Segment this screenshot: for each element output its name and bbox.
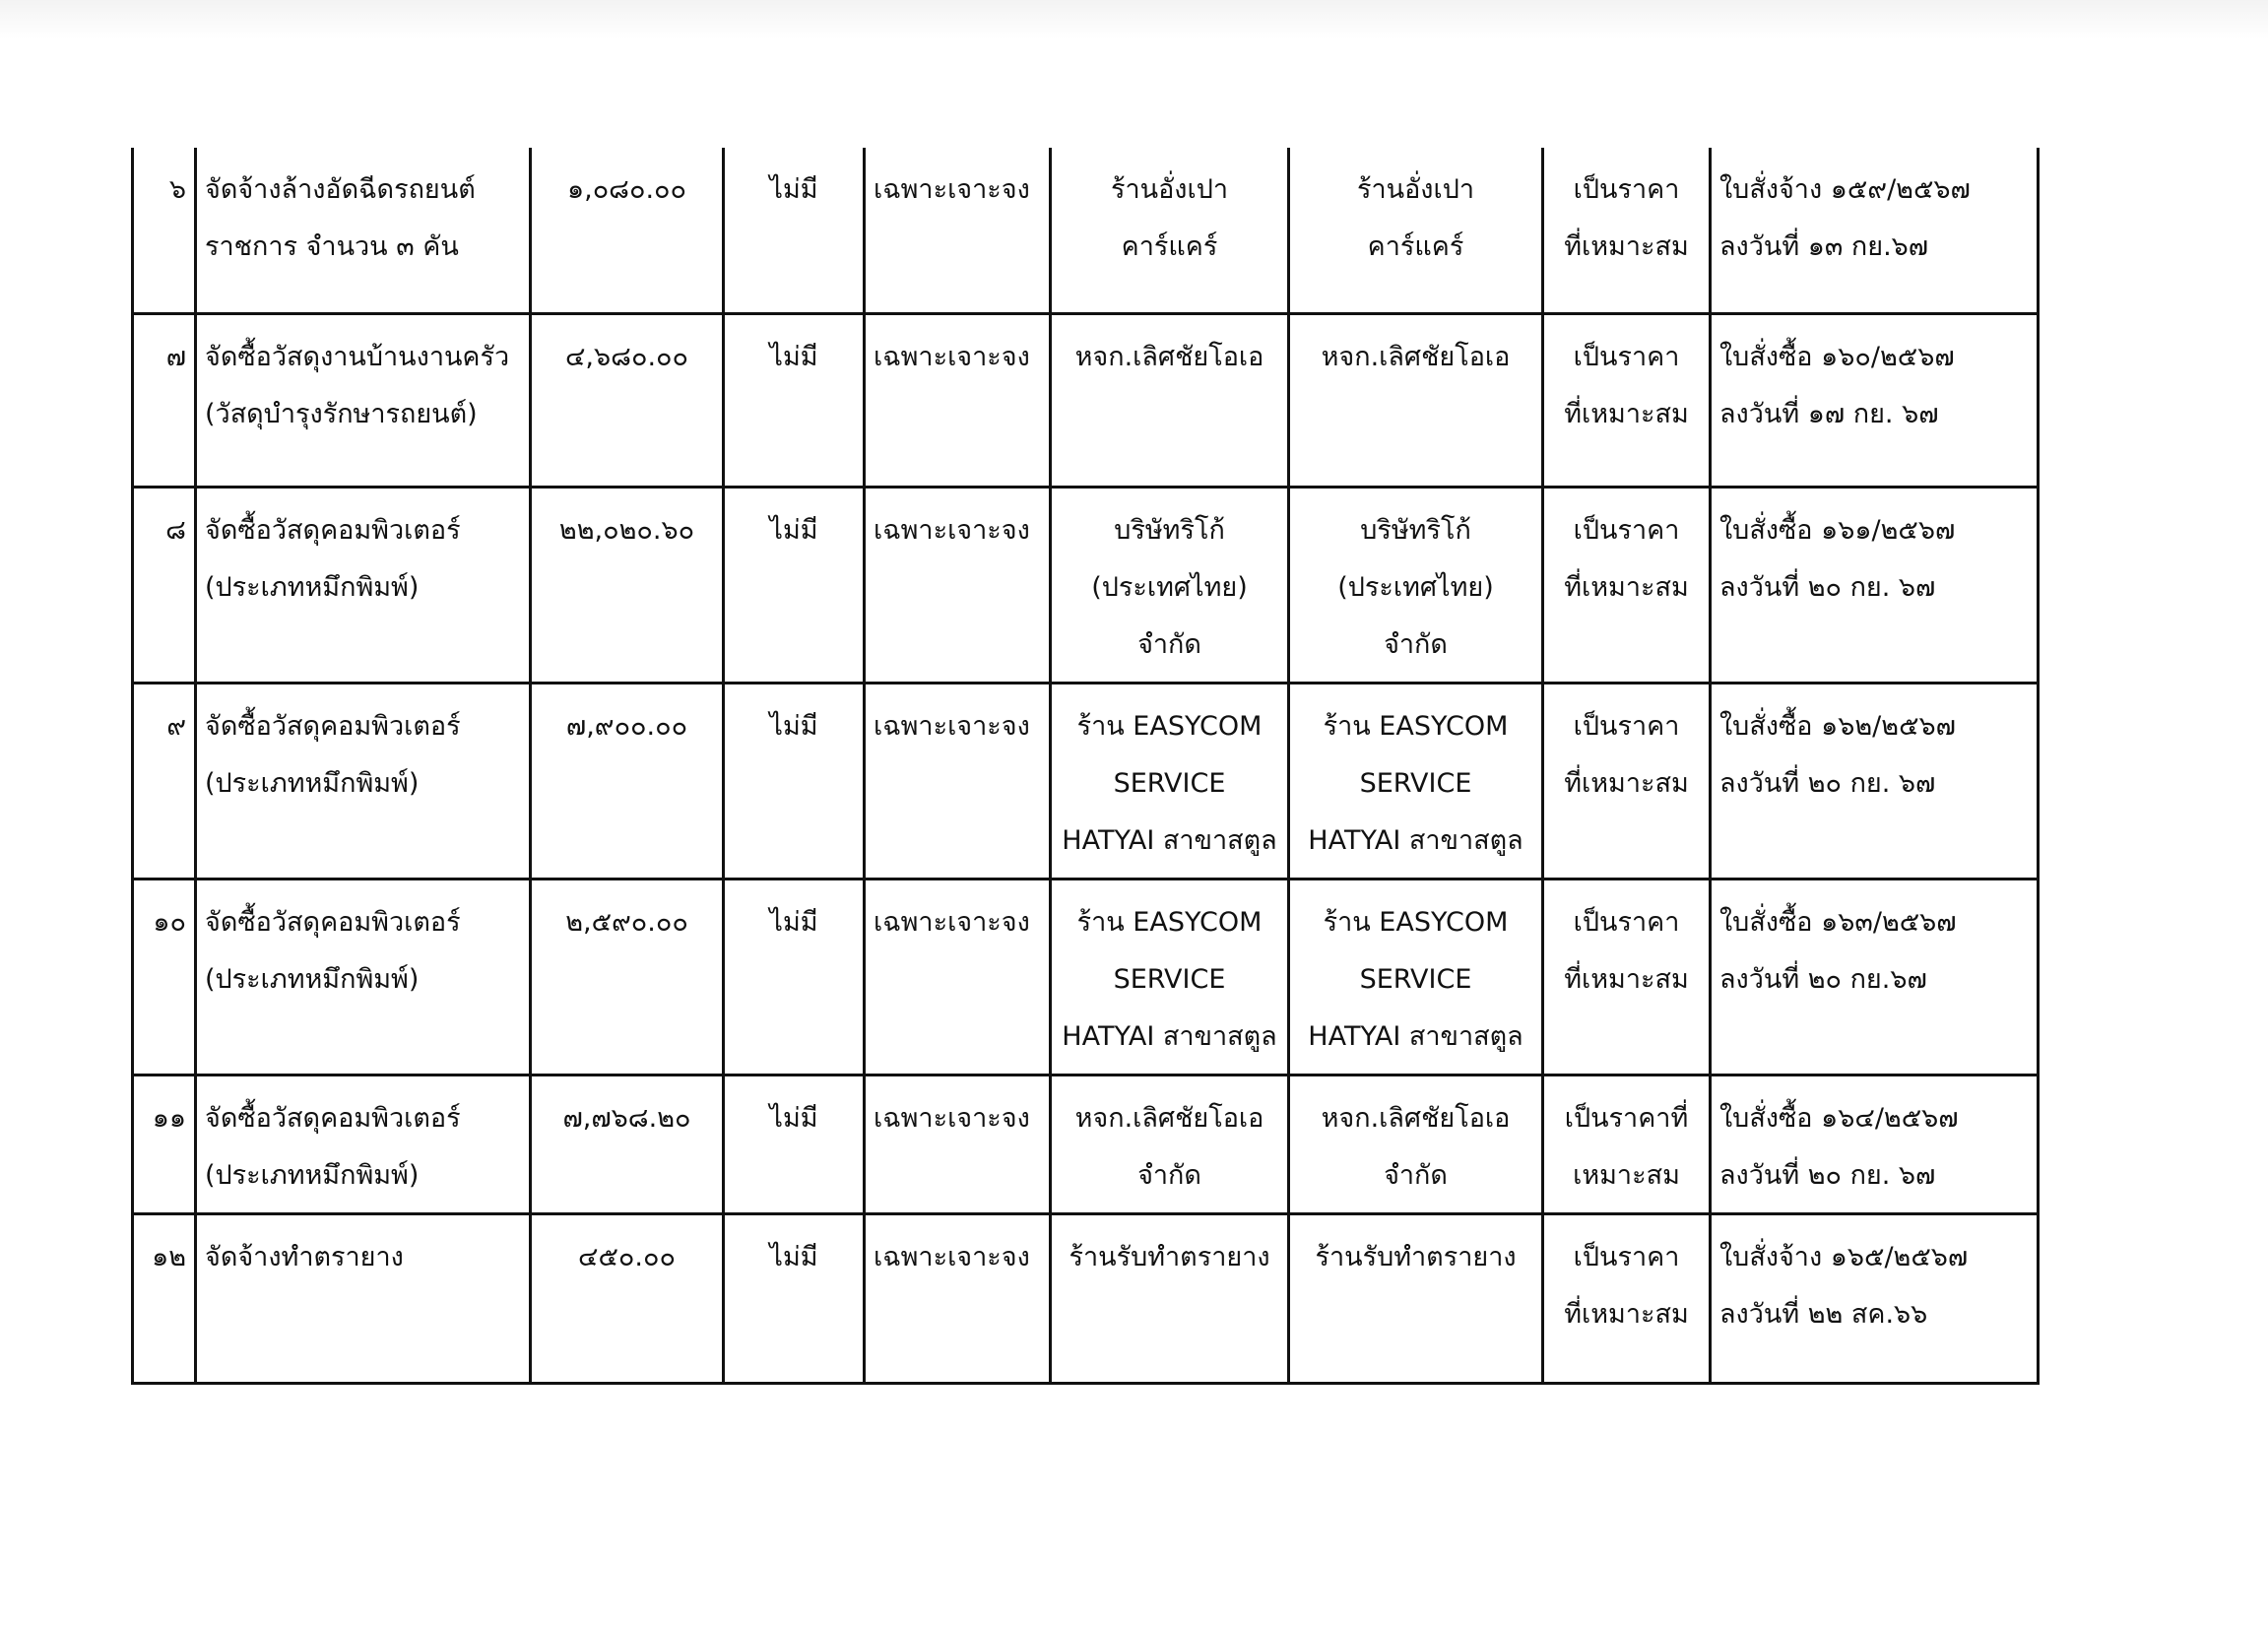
cell-reference-line: ใบสั่งจ้าง ๑๕๙/๒๕๖๗ xyxy=(1719,174,1971,205)
cell-median-price: ไม่มี xyxy=(724,313,865,487)
cell-bidders-line: ร้านรับทำตรายาง xyxy=(1069,1241,1270,1272)
cell-bidders-line: หจก.เลิศชัยโอเอ xyxy=(1074,341,1264,372)
cell-bidders xyxy=(1051,148,1289,313)
cell-item xyxy=(196,1213,531,1383)
cell-item-line: ราชการ จำนวน ๓ คัน xyxy=(205,231,459,262)
cell-method: เฉพาะเจาะจง xyxy=(865,879,1051,1075)
cell-winner-line: ร้านรับทำตรายาง xyxy=(1315,1241,1517,1272)
cell-winner-line: ร้าน EASYCOM xyxy=(1323,906,1509,938)
cell-bidders-line: จำกัด xyxy=(1137,1159,1201,1191)
cell-number: ๖ xyxy=(133,148,196,313)
table-row xyxy=(133,1075,2039,1213)
procurement-table xyxy=(131,148,2040,1385)
cell-winner-line: จำกัด xyxy=(1384,628,1448,660)
cell-reason xyxy=(1543,683,1711,879)
cell-reason-line: ที่เหมาะสม xyxy=(1564,231,1689,262)
table-row xyxy=(133,148,2039,313)
cell-winner xyxy=(1289,313,1543,487)
table-row xyxy=(133,1213,2039,1383)
cell-reason-line: เป็นราคาที่ xyxy=(1564,1102,1689,1134)
cell-reason-line: เป็นราคา xyxy=(1573,341,1680,372)
cell-winner-line: คาร์แคร์ xyxy=(1367,231,1464,262)
cell-reference xyxy=(1711,487,2039,683)
cell-bidders-line: ร้านอั่งเปา xyxy=(1110,174,1229,205)
cell-bidders-line: SERVICE xyxy=(1113,963,1226,995)
cell-reference xyxy=(1711,1213,2039,1383)
cell-reference-line: ใบสั่งซื้อ ๑๖๓/๒๕๖๗ xyxy=(1719,906,1957,938)
cell-bidders-line: ร้าน EASYCOM xyxy=(1076,710,1263,742)
cell-bidders-line: บริษัทริโก้ xyxy=(1114,514,1225,546)
cell-bidders xyxy=(1051,879,1289,1075)
table-row xyxy=(133,683,2039,879)
cell-bidders-line: ร้าน EASYCOM xyxy=(1076,906,1263,938)
cell-item xyxy=(196,879,531,1075)
table-body xyxy=(133,148,2039,1383)
cell-median-price: ไม่มี xyxy=(724,683,865,879)
cell-bidders-line: HATYAI สาขาสตูล xyxy=(1062,824,1277,856)
cell-item-line: (ประเภทหมึกพิมพ์) xyxy=(205,571,420,603)
cell-bidders-line: จำกัด xyxy=(1137,628,1201,660)
cell-winner xyxy=(1289,148,1543,313)
cell-budget: ๗,๙๐๐.๐๐ xyxy=(531,683,724,879)
cell-reason-line: เป็นราคา xyxy=(1573,1241,1680,1272)
cell-reason-line: เป็นราคา xyxy=(1573,906,1680,938)
cell-method: เฉพาะเจาะจง xyxy=(865,683,1051,879)
cell-winner xyxy=(1289,1213,1543,1383)
cell-reference-line: ลงวันที่ ๒๒ สค.๖๖ xyxy=(1719,1298,1928,1330)
cell-bidders-line: SERVICE xyxy=(1113,767,1226,799)
cell-reason-line: ที่เหมาะสม xyxy=(1564,571,1689,603)
cell-winner-line: หจก.เลิศชัยโอเอ xyxy=(1321,1102,1511,1134)
cell-reason xyxy=(1543,148,1711,313)
cell-item xyxy=(196,1075,531,1213)
cell-median-price: ไม่มี xyxy=(724,1213,865,1383)
cell-budget: ๔,๖๘๐.๐๐ xyxy=(531,313,724,487)
cell-reason-line: เป็นราคา xyxy=(1573,514,1680,546)
cell-item xyxy=(196,313,531,487)
cell-item xyxy=(196,487,531,683)
cell-winner xyxy=(1289,1075,1543,1213)
cell-bidders xyxy=(1051,683,1289,879)
cell-reason xyxy=(1543,879,1711,1075)
table-row xyxy=(133,879,2039,1075)
cell-winner-line: SERVICE xyxy=(1359,767,1472,799)
cell-reason-line: ที่เหมาะสม xyxy=(1564,963,1689,995)
cell-median-price: ไม่มี xyxy=(724,1075,865,1213)
cell-bidders xyxy=(1051,1075,1289,1213)
cell-winner xyxy=(1289,879,1543,1075)
cell-reference-line: ลงวันที่ ๑๗ กย. ๖๗ xyxy=(1719,398,1939,429)
cell-budget: ๔๕๐.๐๐ xyxy=(531,1213,724,1383)
cell-bidders-line: คาร์แคร์ xyxy=(1121,231,1218,262)
cell-reason-line: เป็นราคา xyxy=(1573,710,1680,742)
cell-reference-line: ลงวันที่ ๒๐ กย. ๖๗ xyxy=(1719,1159,1936,1191)
cell-winner-line: HATYAI สาขาสตูล xyxy=(1308,824,1523,856)
cell-reason-line: ที่เหมาะสม xyxy=(1564,398,1689,429)
cell-item-line: (ประเภทหมึกพิมพ์) xyxy=(205,1159,420,1191)
cell-item-line: จัดซื้อวัสดุคอมพิวเตอร์ xyxy=(205,906,461,938)
cell-reference-line: ลงวันที่ ๑๓ กย.๖๗ xyxy=(1719,231,1929,262)
cell-method: เฉพาะเจาะจง xyxy=(865,1213,1051,1383)
cell-budget: ๗,๗๖๘.๒๐ xyxy=(531,1075,724,1213)
cell-reason-line: เป็นราคา xyxy=(1573,174,1680,205)
cell-reason-line: ที่เหมาะสม xyxy=(1564,1298,1689,1330)
cell-median-price: ไม่มี xyxy=(724,487,865,683)
cell-reference-line: ใบสั่งซื้อ ๑๖๐/๒๕๖๗ xyxy=(1719,341,1955,372)
cell-reference-line: ใบสั่งซื้อ ๑๖๑/๒๕๖๗ xyxy=(1719,514,1956,546)
cell-winner-line: (ประเทศไทย) xyxy=(1337,571,1494,603)
cell-reference-line: ใบสั่งซื้อ ๑๖๔/๒๕๖๗ xyxy=(1719,1102,1959,1134)
cell-winner-line: ร้านอั่งเปา xyxy=(1356,174,1475,205)
cell-bidders xyxy=(1051,313,1289,487)
cell-bidders xyxy=(1051,487,1289,683)
cell-budget: ๒๒,๐๒๐.๖๐ xyxy=(531,487,724,683)
cell-reference xyxy=(1711,313,2039,487)
cell-winner-line: HATYAI สาขาสตูล xyxy=(1308,1020,1523,1052)
cell-number: ๑๐ xyxy=(133,879,196,1075)
cell-budget: ๒,๕๙๐.๐๐ xyxy=(531,879,724,1075)
cell-item-line: จัดซื้อวัสดุคอมพิวเตอร์ xyxy=(205,514,461,546)
table-row xyxy=(133,487,2039,683)
cell-item-line: จัดซื้อวัสดุคอมพิวเตอร์ xyxy=(205,1102,461,1134)
cell-reference-line: ใบสั่งจ้าง ๑๖๕/๒๕๖๗ xyxy=(1719,1241,1969,1272)
cell-reason xyxy=(1543,487,1711,683)
cell-winner-line: ร้าน EASYCOM xyxy=(1323,710,1509,742)
cell-bidders-line: หจก.เลิศชัยโอเอ xyxy=(1074,1102,1264,1134)
cell-reason xyxy=(1543,313,1711,487)
cell-bidders xyxy=(1051,1213,1289,1383)
cell-method: เฉพาะเจาะจง xyxy=(865,1075,1051,1213)
cell-reference xyxy=(1711,1075,2039,1213)
cell-reason xyxy=(1543,1213,1711,1383)
cell-item xyxy=(196,148,531,313)
cell-reason-line: เหมาะสม xyxy=(1573,1159,1680,1191)
cell-item-line: (ประเภทหมึกพิมพ์) xyxy=(205,767,420,799)
cell-number: ๘ xyxy=(133,487,196,683)
cell-number: ๑๒ xyxy=(133,1213,196,1383)
cell-winner xyxy=(1289,487,1543,683)
cell-reference-line: ลงวันที่ ๒๐ กย. ๖๗ xyxy=(1719,767,1936,799)
cell-winner xyxy=(1289,683,1543,879)
cell-number: ๑๑ xyxy=(133,1075,196,1213)
cell-reference-line: ลงวันที่ ๒๐ กย.๖๗ xyxy=(1719,963,1927,995)
cell-item-line: (วัสดุบำรุงรักษารถยนต์) xyxy=(205,398,478,429)
cell-item-line: (ประเภทหมึกพิมพ์) xyxy=(205,963,420,995)
cell-reason-line: ที่เหมาะสม xyxy=(1564,767,1689,799)
cell-reference xyxy=(1711,879,2039,1075)
cell-item xyxy=(196,683,531,879)
cell-item-line: จัดซื้อวัสดุงานบ้านงานครัว xyxy=(205,341,510,372)
cell-reference xyxy=(1711,683,2039,879)
cell-method: เฉพาะเจาะจง xyxy=(865,148,1051,313)
cell-method: เฉพาะเจาะจง xyxy=(865,487,1051,683)
cell-bidders-line: (ประเทศไทย) xyxy=(1091,571,1248,603)
cell-number: ๗ xyxy=(133,313,196,487)
cell-number: ๙ xyxy=(133,683,196,879)
cell-budget: ๑,๐๘๐.๐๐ xyxy=(531,148,724,313)
cell-reference xyxy=(1711,148,2039,313)
cell-item-line: จัดจ้างทำตรายาง xyxy=(205,1241,404,1272)
cell-median-price: ไม่มี xyxy=(724,879,865,1075)
cell-method: เฉพาะเจาะจง xyxy=(865,313,1051,487)
cell-reference-line: ใบสั่งซื้อ ๑๖๒/๒๕๖๗ xyxy=(1719,710,1956,742)
table-row xyxy=(133,313,2039,487)
cell-winner-line: บริษัทริโก้ xyxy=(1360,514,1471,546)
cell-reason xyxy=(1543,1075,1711,1213)
cell-item-line: จัดจ้างล้างอัดฉีดรถยนต์ xyxy=(205,174,476,205)
cell-winner-line: SERVICE xyxy=(1359,963,1472,995)
cell-bidders-line: HATYAI สาขาสตูล xyxy=(1062,1020,1277,1052)
cell-winner-line: หจก.เลิศชัยโอเอ xyxy=(1321,341,1511,372)
cell-winner-line: จำกัด xyxy=(1384,1159,1448,1191)
cell-reference-line: ลงวันที่ ๒๐ กย. ๖๗ xyxy=(1719,571,1936,603)
cell-median-price: ไม่มี xyxy=(724,148,865,313)
cell-item-line: จัดซื้อวัสดุคอมพิวเตอร์ xyxy=(205,710,461,742)
